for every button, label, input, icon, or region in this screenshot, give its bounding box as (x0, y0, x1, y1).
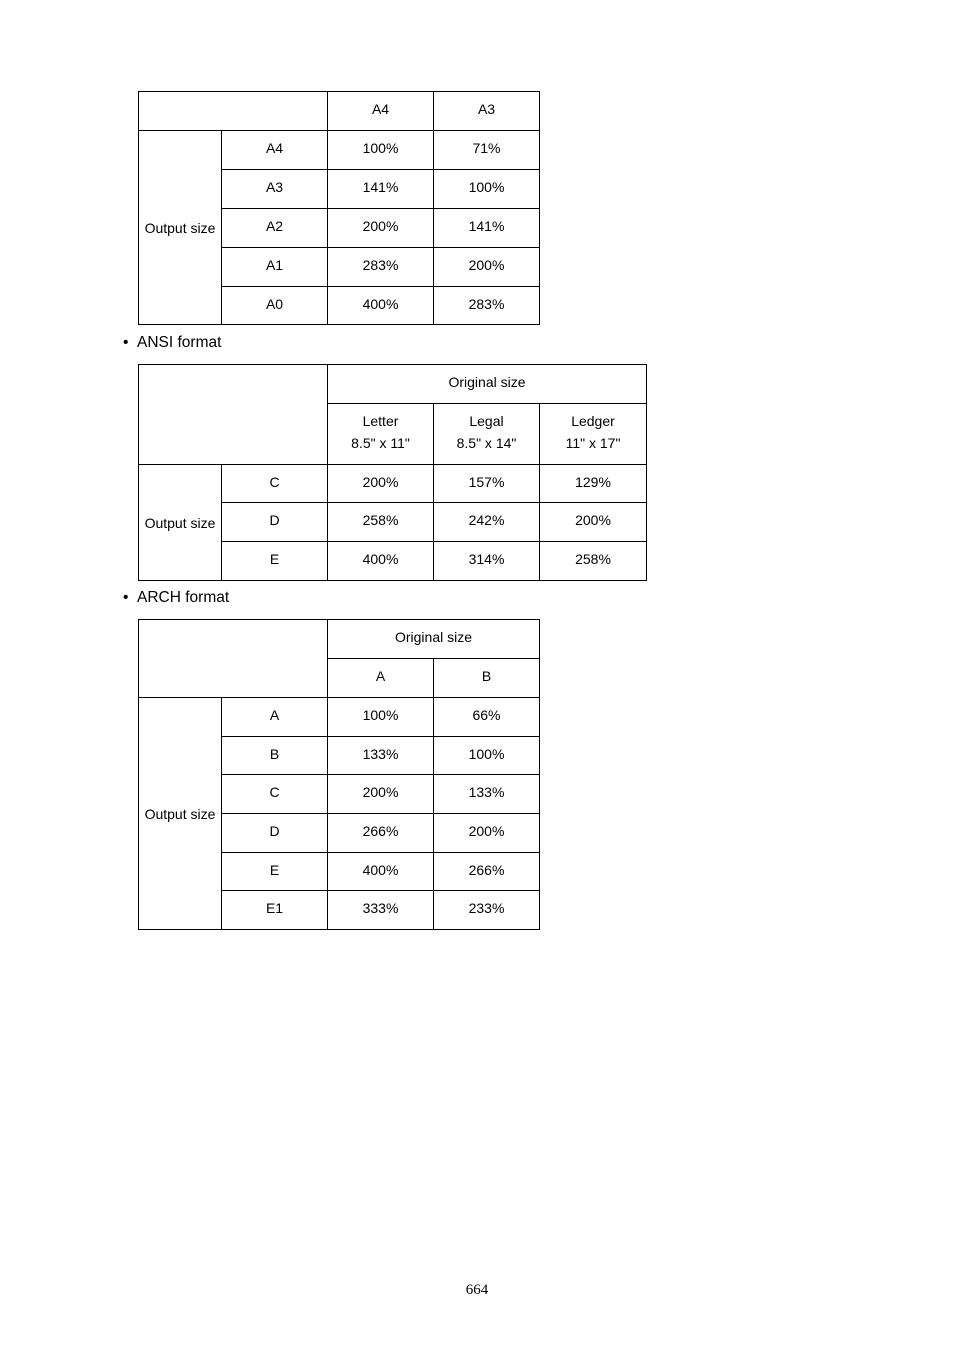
row-size: E (222, 542, 328, 581)
column-name: Ledger (571, 413, 615, 429)
empty-header-cell (139, 620, 328, 698)
table-cell: 314% (434, 542, 540, 581)
table-cell: 133% (328, 737, 434, 775)
table-cell: 100% (434, 170, 540, 209)
table-header-row (139, 620, 540, 659)
table-cell: 400% (328, 287, 434, 325)
table-cell: 157% (434, 465, 540, 503)
row-size: A0 (222, 287, 328, 325)
table-cell: 141% (328, 170, 434, 209)
arch-format-heading (123, 589, 229, 607)
original-size-header: Original size (328, 365, 647, 404)
table-cell: 333% (328, 891, 434, 930)
table-cell: 283% (434, 287, 540, 325)
row-size: D (222, 814, 328, 853)
arch-format-table (138, 619, 540, 930)
row-size: C (222, 465, 328, 503)
table-row (139, 131, 540, 170)
bullet-icon: • (123, 589, 129, 606)
a-format-table (138, 91, 540, 325)
column-header: B (434, 659, 540, 698)
column-header (540, 404, 647, 465)
arch-format-title: ARCH format (137, 589, 230, 606)
empty-header-cell (139, 365, 328, 465)
column-header (328, 404, 434, 465)
row-size: E (222, 853, 328, 891)
original-size-header: Original size (328, 620, 540, 659)
table-cell: 141% (434, 209, 540, 248)
table-cell: 200% (434, 814, 540, 853)
table-header-row (139, 365, 647, 404)
empty-header-cell (139, 92, 328, 131)
table-header-row (139, 92, 540, 131)
column-dims: 8.5" x 11" (351, 435, 410, 451)
column-header: A4 (328, 92, 434, 131)
table-row (139, 698, 540, 737)
table-cell: 200% (328, 209, 434, 248)
row-size: A (222, 698, 328, 737)
table-cell: 100% (328, 698, 434, 737)
table-cell: 200% (328, 775, 434, 814)
table-cell: 400% (328, 542, 434, 581)
page-number: 664 (465, 1282, 489, 1298)
table-row (139, 465, 647, 503)
row-size: E1 (222, 891, 328, 930)
table-cell: 200% (434, 248, 540, 287)
row-size: D (222, 503, 328, 542)
table-cell: 133% (434, 775, 540, 814)
row-size: B (222, 737, 328, 775)
table-cell: 258% (328, 503, 434, 542)
table-cell: 66% (434, 698, 540, 737)
table-cell: 71% (434, 131, 540, 170)
table-cell: 200% (540, 503, 647, 542)
table-cell: 129% (540, 465, 647, 503)
output-size-label: Output size (139, 698, 222, 930)
row-size: A3 (222, 170, 328, 209)
table-cell: 100% (328, 131, 434, 170)
table-cell: 266% (328, 814, 434, 853)
row-size: A2 (222, 209, 328, 248)
table-cell: 200% (328, 465, 434, 503)
table-cell: 242% (434, 503, 540, 542)
ansi-format-heading (123, 334, 221, 352)
column-name: Letter (362, 413, 399, 429)
table-cell: 266% (434, 853, 540, 891)
bullet-icon: • (123, 334, 129, 351)
column-dims: 11" x 17" (565, 435, 621, 451)
table-cell: 233% (434, 891, 540, 930)
row-size: A1 (222, 248, 328, 287)
table-cell: 400% (328, 853, 434, 891)
column-name: Legal (469, 413, 504, 429)
column-header: A (328, 659, 434, 698)
ansi-format-title: ANSI format (137, 334, 222, 351)
ansi-format-table (138, 364, 647, 581)
row-size: C (222, 775, 328, 814)
output-size-label: Output size (139, 465, 222, 581)
column-header (434, 404, 540, 465)
table-cell: 283% (328, 248, 434, 287)
output-size-label: Output size (139, 131, 222, 325)
table-cell: 258% (540, 542, 647, 581)
column-dims: 8.5" x 14" (456, 435, 517, 451)
column-header: A3 (434, 92, 540, 131)
table-cell: 100% (434, 737, 540, 775)
row-size: A4 (222, 131, 328, 170)
